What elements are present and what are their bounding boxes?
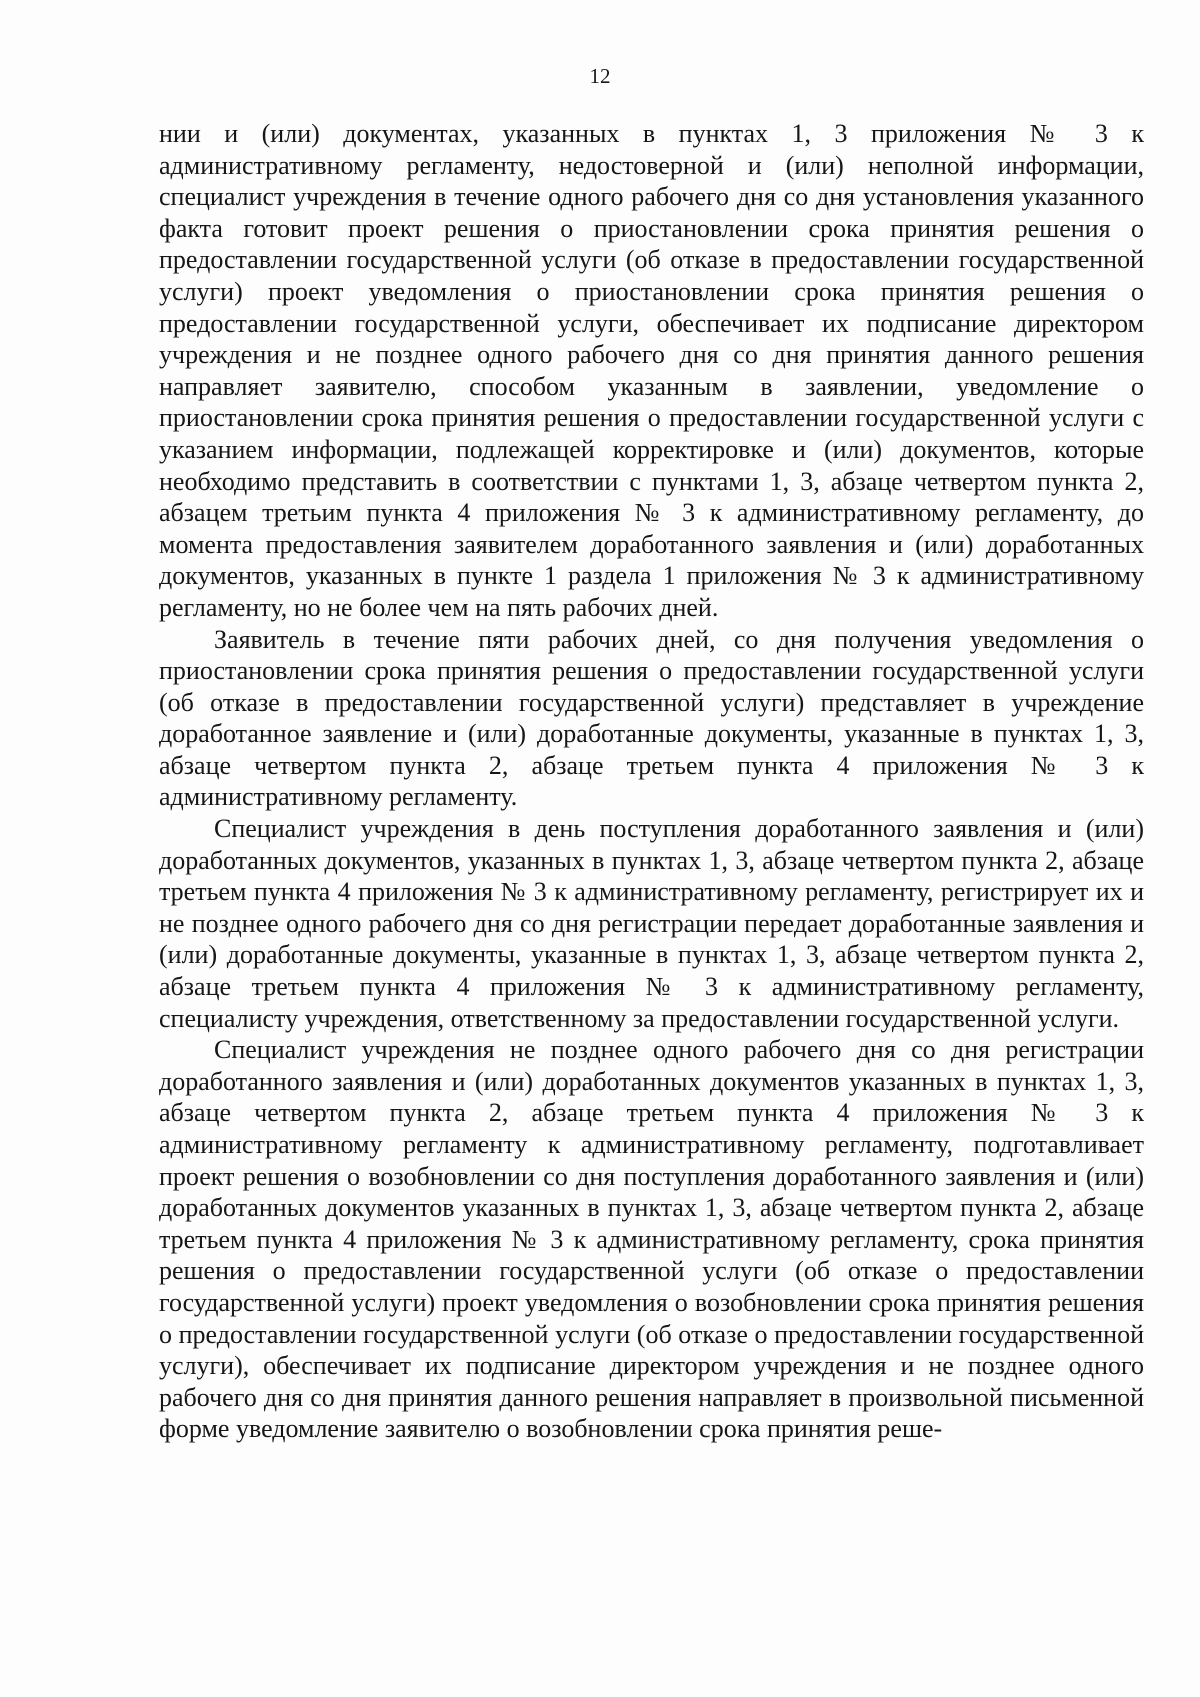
- paragraph-applicant-submission: Заявитель в течение пяти рабочих дней, со дня получения уведомления о приостановлении срока принятия решения о предоставлении государственной услуги (об отказе в предоставлении государственной услуги) представляет в учреждение доработанное заявление и (или) доработанные документы, указанные в пунктах 1, 3, абзаце четвертом пункта 2, абзаце третьем пункта 4 приложения № 3 к административному регламенту.: [159, 624, 1144, 812]
- paragraph-specialist-registration: Специалист учреждения в день поступления доработанного заявления и (или) доработанных документов, указанных в пунктах 1, 3, абзаце четвертом пункта 2, абзаце третьем пункта 4 приложения № 3 к административному регламенту, регистрирует их и не позднее одного рабочего дня со дня регистрации передает доработанные заявления и (или) доработанные документы, указанные в пунктах 1, 3, абзаце четвертом пункта 2, абзаце третьем пункта 4 приложения № 3 к административному регламенту, специалисту учреждения, ответственному за предоставлении государственной услуги.: [159, 814, 1144, 1033]
- paragraph-continuation: нии и (или) документах, указанных в пунктах 1, 3 приложения № 3 к административному регламенту, недостоверной и (или) неполной информации, специалист учреждения в течение одного рабочего дня со дня установления указанного факта готовит проект решения о приостановлении срока принятия решения о предоставлении государственной услуги (об отказе в предоставлении государственной услуги) проект уведомления о приостановлении срока принятия решения о предоставлении государственной услуги, обеспечивает их подписание директором учреждения и не позднее одного рабочего дня со дня принятия данного решения направляет заявителю, способом указанным в заявлении, уведомление о приостановлении срока принятия решения о предоставлении государственной услуги с указанием информации, подлежащей корректировке и (или) документов, которые необходимо представить в соответствии с пунктами 1, 3, абзаце четвертом пункта 2, абзацем третьим пункта 4 приложения № 3 к административному регламенту, до момента предоставления заявителем доработанного заявления и (или) доработанных документов, указанных в пункте 1 раздела 1 приложения № 3 к административному регламенту, но не более чем на пять рабочих дней.: [159, 119, 1144, 622]
- paragraph-specialist-resumption: Специалист учреждения не позднее одного рабочего дня со дня регистрации доработанного заявления и (или) доработанных документов указанных в пунктах 1, 3, абзаце четвертом пункта 2, абзаце третьем пункта 4 приложения № 3 к административному регламенту к административному регламенту, подготавливает проект решения о возобновлении со дня поступления доработанного заявления и (или) доработанных документов указанных в пунктах 1, 3, абзаце четвертом пункта 2, абзаце третьем пункта 4 приложения № 3 к административному регламенту, срока принятия решения о предоставлении государственной услуги (об отказе о предоставлении государственной услуги) проект уведомления о возобновлении срока принятия решения о предоставлении государственной услуги (об отказе о предоставлении государственной услуги), обеспечивает их подписание директором учреждения и не позднее одного рабочего дня со дня принятия данного решения направляет в произвольной письменной форме уведомление заявителю о возобновлении срока принятия реше-: [159, 1035, 1144, 1444]
- document-body: [159, 118, 1144, 1445]
- page-number: 12: [589, 64, 611, 88]
